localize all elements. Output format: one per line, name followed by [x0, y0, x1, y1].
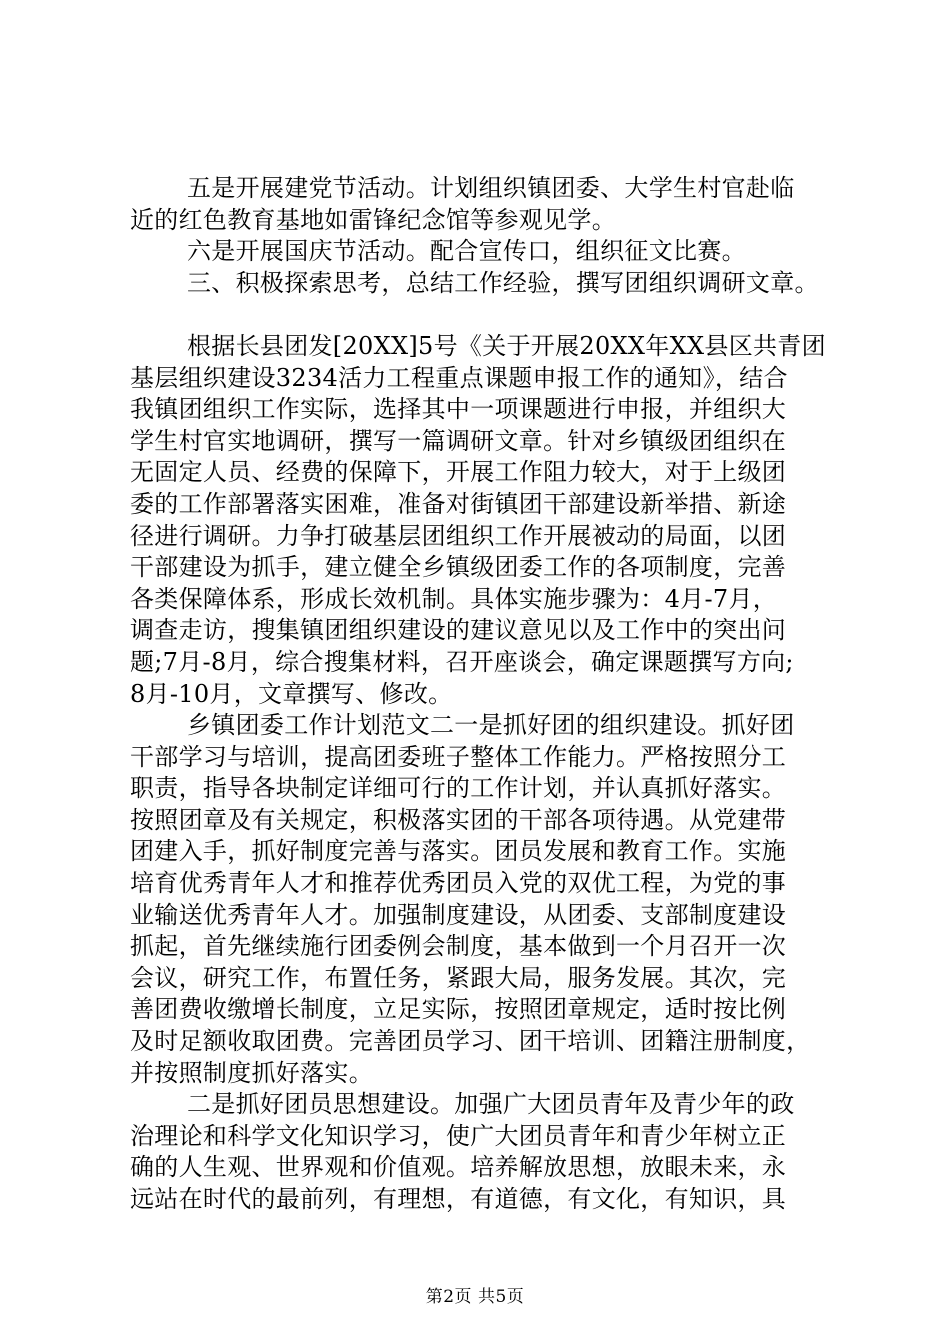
paragraph-line: 远站在时代的最前列，有理想，有道德，有文化，有知识，具: [130, 1185, 787, 1213]
paragraph-line: 培育优秀青年人才和推荐优秀团员入党的双优工程，为党的事: [130, 869, 787, 898]
paragraph-line: 径进行调研。力争打破基层团组织工作开展被动的局面，以团: [130, 521, 787, 550]
paragraph-line: 确的人生观、世界观和价值观。培养解放思想，放眼未来，永: [130, 1153, 787, 1182]
paragraph-line: 基层组织建设3234活力工程重点课题申报工作的通知》，结合: [130, 363, 788, 392]
paragraph-line: 会议，研究工作，布置任务，紧跟大局，服务发展。其次，完: [130, 963, 787, 992]
paragraph-line: 干部学习与培训，提高团委班子整体工作能力。严格按照分工: [130, 742, 787, 771]
paragraph-line: 学生村官实地调研，撰写一篇调研文章。针对乡镇级团组织在: [130, 426, 787, 455]
paragraph-line: 题;7月-8月，综合搜集材料，召开座谈会，确定课题撰写方向;: [130, 647, 794, 676]
paragraph-line: 抓起，首先继续施行团委例会制度，基本做到一个月召开一次: [130, 932, 787, 961]
paragraph-line: 及时足额收取团费。完善团员学习、团干培训、团籍注册制度，: [130, 1027, 811, 1056]
paragraph-first-line: 六是开展国庆节活动。配合宣传口，组织征文比赛。: [187, 237, 746, 266]
paragraph-line: 调查走访，搜集镇团组织建设的建议意见以及工作中的突出问: [130, 616, 787, 645]
paragraph-line: 按照团章及有关规定，积极落实团的干部各项待遇。从党建带: [130, 805, 787, 834]
page-number-footer: 第2页 共5页: [425, 1287, 525, 1307]
paragraph-line: 善团费收缴增长制度，立足实际，按照团章规定，适时按比例: [130, 995, 787, 1024]
paragraph-line: 8月-10月，文章撰写、修改。: [130, 679, 453, 708]
paragraph-line: 委的工作部署落实困难，准备对街镇团干部建设新举措、新途: [130, 489, 787, 518]
paragraph-first-line: 五是开展建党节活动。计划组织镇团委、大学生村官赴临: [187, 174, 795, 202]
paragraph-line: 业输送优秀青年人才。加强制度建设，从团委、支部制度建设: [130, 900, 787, 929]
paragraph-first-line: 乡镇团委工作计划范文二一是抓好团的组织建设。抓好团: [187, 711, 795, 740]
paragraph-line: 职责，指导各块制定详细可行的工作计划，并认真抓好落实。: [130, 774, 787, 803]
paragraph-line: 干部建设为抓手，建立健全乡镇级团委工作的各项制度，完善: [130, 553, 787, 582]
paragraph-first-line: 根据长县团发[20XX]5号《关于开展20XX年XX县区共青团: [187, 331, 826, 360]
paragraph-line: 并按照制度抓好落实。: [130, 1058, 373, 1087]
paragraph-first-line: 二是抓好团员思想建设。加强广大团员青年及青少年的政: [187, 1090, 795, 1119]
paragraph-line: 各类保障体系，形成长效机制。具体实施步骤为：4月-7月，: [130, 584, 778, 613]
blank-line: [130, 299, 846, 331]
document-body: [130, 173, 846, 1216]
paragraph-line: 治理论和科学文化知识学习，使广大团员青年和青少年树立正: [130, 1121, 787, 1150]
paragraph-line: 近的红色教育基地如雷锋纪念馆等参观见学。: [130, 205, 616, 234]
paragraph-first-line: 三、积极探索思考，总结工作经验，撰写团组织调研文章。: [187, 268, 819, 297]
paragraph-line: 我镇团组织工作实际，选择其中一项课题进行申报，并组织大: [130, 395, 787, 424]
paragraph-line: 无固定人员、经费的保障下，开展工作阻力较大，对于上级团: [130, 458, 787, 487]
paragraph-line: 团建入手，抓好制度完善与落实。团员发展和教育工作。实施: [130, 837, 787, 866]
